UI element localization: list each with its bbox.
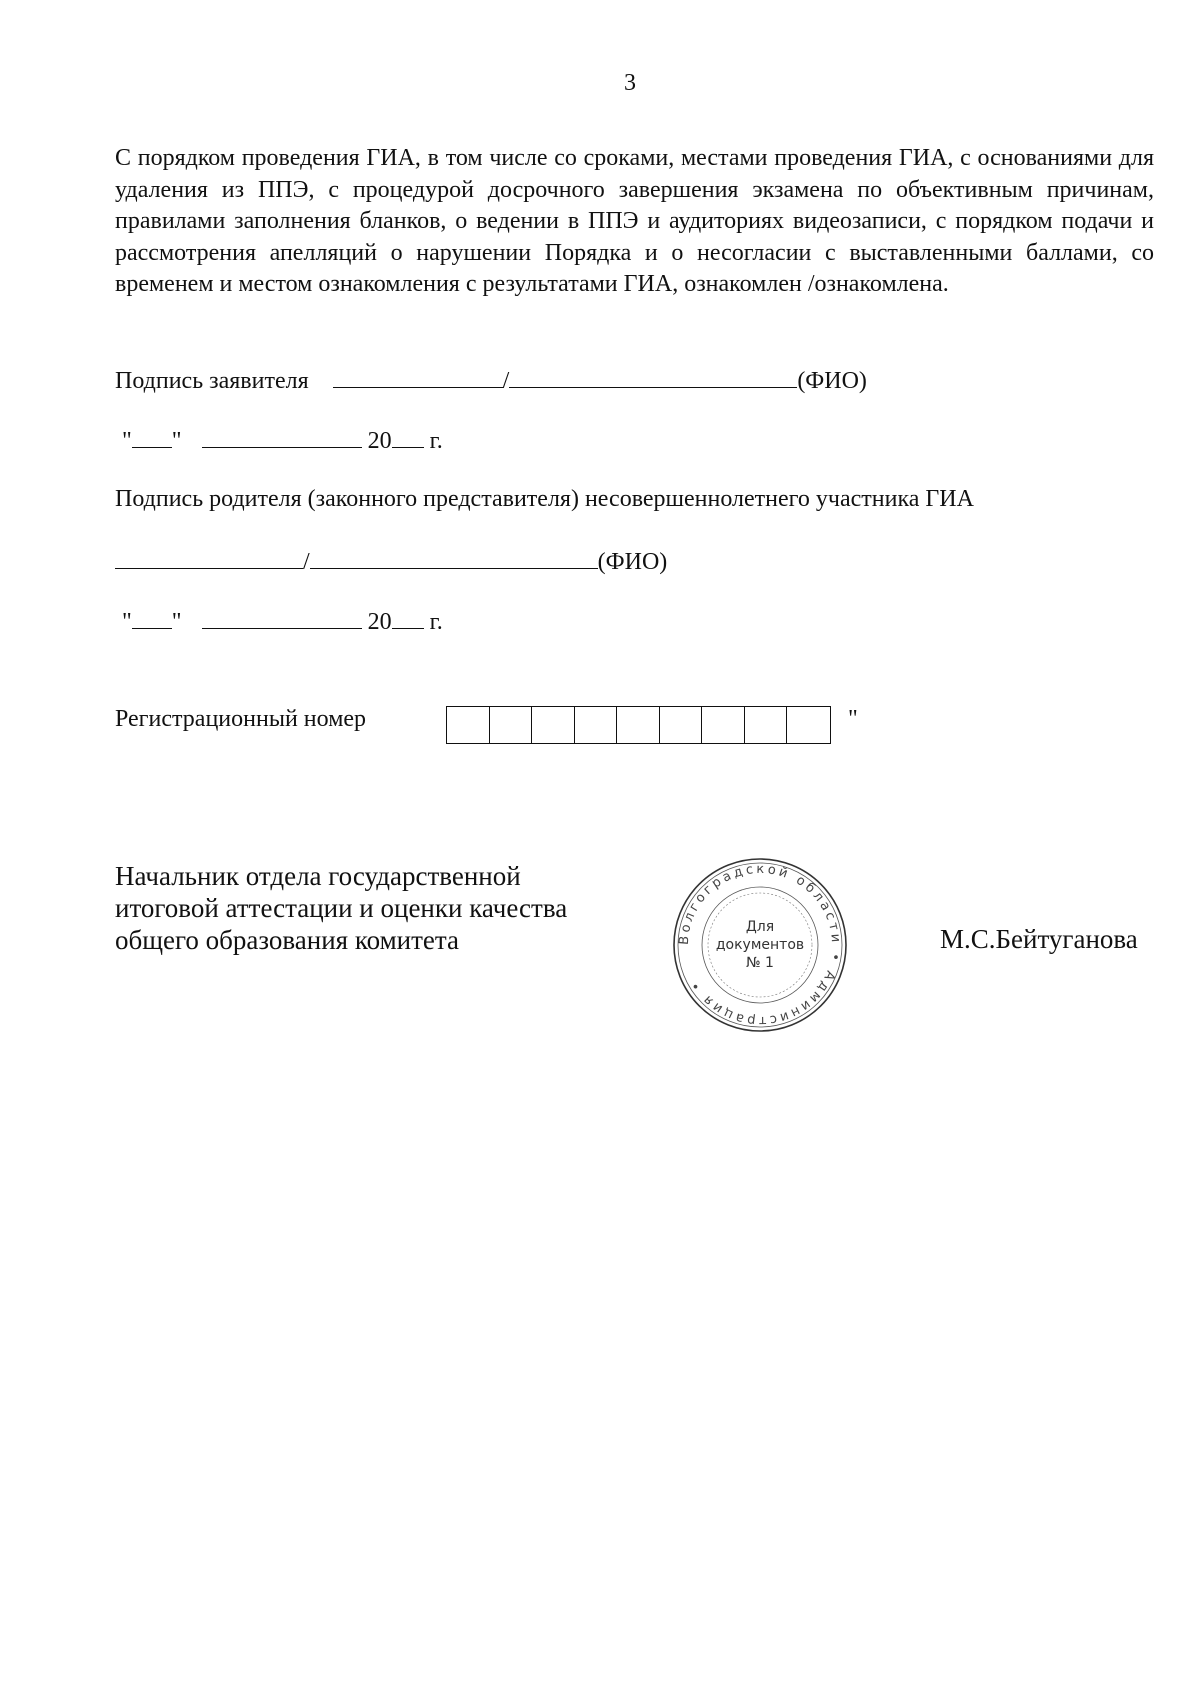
fio-label: (ФИО) xyxy=(797,368,867,394)
signature-slash: / xyxy=(502,368,510,394)
year-prefix: 20 xyxy=(367,609,392,635)
stamp-line: документов xyxy=(715,937,805,953)
applicant-signature-line xyxy=(115,365,867,395)
registration-digit-box[interactable] xyxy=(532,707,575,743)
day-blank xyxy=(132,606,172,629)
position-line: Начальник отдела государственной xyxy=(115,861,521,891)
stamp-line: № 1 xyxy=(746,955,774,971)
registration-digit-box[interactable] xyxy=(745,707,788,743)
date-open-quote: " xyxy=(122,428,132,454)
applicant-signature-label: Подпись заявителя xyxy=(115,368,309,394)
registration-digit-box[interactable] xyxy=(787,707,830,743)
registration-digit-box[interactable] xyxy=(575,707,618,743)
year-suffix: г. xyxy=(429,428,443,454)
parent-fio-label: (ФИО) xyxy=(597,549,668,575)
registration-digit-box[interactable] xyxy=(660,707,703,743)
parent-signature-line xyxy=(115,546,667,576)
signature-blank xyxy=(333,365,503,388)
month-blank xyxy=(202,425,362,448)
year-blank xyxy=(392,606,424,629)
registration-number-boxes[interactable] xyxy=(446,706,831,744)
year-prefix: 20 xyxy=(367,428,392,454)
registration-digit-box[interactable] xyxy=(617,707,660,743)
registration-trailing-quote: " xyxy=(848,706,858,732)
date-close-quote: " xyxy=(171,609,182,635)
official-stamp xyxy=(670,855,850,1035)
month-blank xyxy=(202,606,362,629)
date-line-applicant xyxy=(122,425,443,455)
fio-blank xyxy=(509,365,797,388)
position-title xyxy=(115,860,567,956)
position-line: итоговой аттестации и оценки качества xyxy=(115,893,568,923)
parent-signature-slash: / xyxy=(303,549,310,575)
registration-digit-box[interactable] xyxy=(447,707,490,743)
year-suffix: г. xyxy=(429,609,443,635)
parent-signature-label: Подпись родителя (законного представителя) несовершеннолетнего участника ГИА xyxy=(115,486,974,512)
registration-digit-box[interactable] xyxy=(490,707,533,743)
date-line-parent xyxy=(122,606,443,636)
stamp-line: Для xyxy=(745,919,775,935)
parent-signature-blank xyxy=(115,546,303,569)
parent-fio-blank xyxy=(310,546,598,569)
date-close-quote: " xyxy=(171,428,182,454)
date-open-quote: " xyxy=(122,609,132,635)
year-blank xyxy=(392,425,424,448)
svg-text:Волгоградской области • Админи: Волгоградской области • Администрация • xyxy=(676,861,844,1029)
registration-number-label: Регистрационный номер xyxy=(115,706,367,732)
day-blank xyxy=(132,425,172,448)
acknowledgement-paragraph: С порядком проведения ГИА, в том числе со сроками, местами проведения ГИА, с основаниями для удаления из ППЭ, с процедурой досрочного завершения экзамена по объективным причинам, правилами заполнения бланков, о ведении в ППЭ и аудиториях видеозаписи, с порядком подачи и рассмотрения апелляций о нарушении Порядка и о несогласии с выставленными баллами, со временем и местом ознакомления с результатами ГИА, ознакомлен /ознакомлена. xyxy=(115,145,1154,297)
position-line: общего образования комитета xyxy=(115,925,459,955)
registration-digit-box[interactable] xyxy=(702,707,745,743)
signer-name: М.С.Бейтуганова xyxy=(940,924,1138,954)
page-number: 3 xyxy=(624,70,636,96)
